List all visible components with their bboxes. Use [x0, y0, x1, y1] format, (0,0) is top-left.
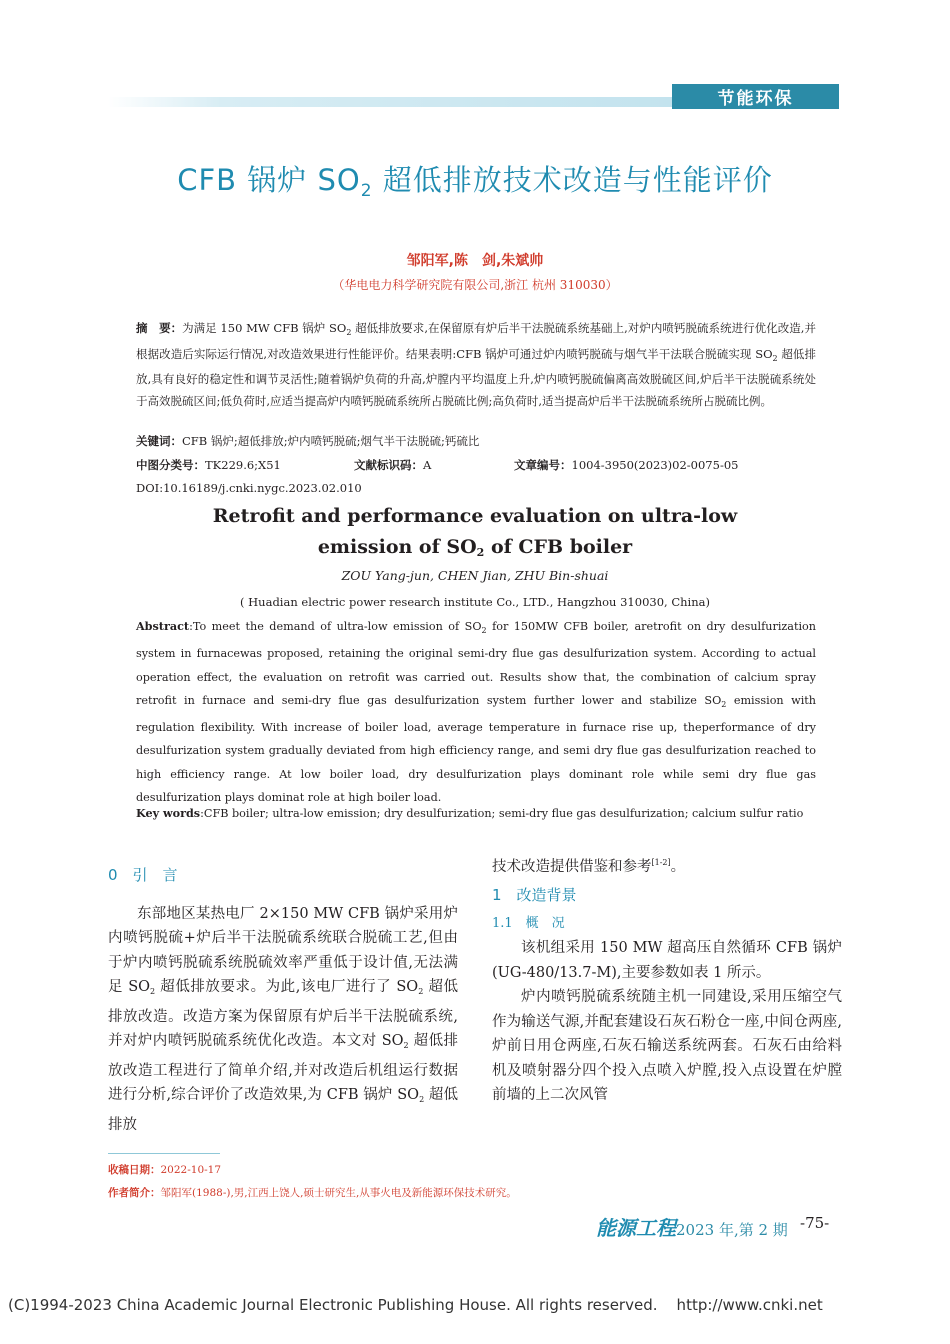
article-number: 文章编号：1004-3950(2023)02-0075-05 [514, 458, 739, 472]
section-tag: 节能环保 [672, 84, 839, 109]
affiliation: （华电电力科学研究院有限公司,浙江 杭州 310030） [332, 278, 618, 292]
english-authors: ZOU Yang-jun, CHEN Jian, ZHU Bin-shuai [341, 568, 609, 583]
authors: 邹阳军,陈 剑,朱斌帅 [406, 253, 544, 269]
subsection-heading-overview: 1.1 概 况 [492, 915, 565, 931]
english-title-line2: emission of $SO_2$ of CFB boiler [317, 536, 633, 559]
page-number: -75- [800, 1214, 830, 1232]
english-title-line1: Retrofit and performance evaluation on ultra-low [212, 505, 738, 527]
english-keywords: Key words:CFB boiler; ultra-low emission; dry desulfurization; semi-dry flue gas desulfurization; calcium sulfur ratio [136, 806, 804, 820]
section-heading-background: 1 改造背景 [492, 886, 577, 905]
english-affiliation: ( Huadian electric power research institute Co., LTD., Hangzhou 310030, China) [240, 595, 710, 609]
left-column [108, 863, 458, 1137]
journal-footer [596, 1212, 788, 1241]
author-bio: 作者简介：邹阳军(1988-),男,江西上饶人,硕士研究生,从事火电及新能源环保技术研究。 [108, 1187, 517, 1199]
journal-name: 能源工程 [596, 1216, 676, 1240]
cnki-copyright: (C)1994-2023 China Academic Journal Electronic Publishing House. All rights reserved. http://www.cnki.net [8, 1296, 823, 1314]
keywords: 关键词：CFB 锅炉;超低排放;炉内喷钙脱硫;烟气半干法脱硫;钙硫比 [136, 434, 480, 448]
received-date: 收稿日期：2022-10-17 [108, 1164, 222, 1176]
header-gradient-bar [108, 97, 672, 107]
journal-issue: 2023 年,第 2 期 [676, 1221, 788, 1239]
english-abstract: Abstract:To meet the demand of ultra-low emission of $SO_2$ for 150MW CFB boiler, aretrofit on dry desulfurization system in furnacewas proposed, retaining the original semi-dry flue gas desulfurization system. According to actual operation effect, the evaluation on retrofit was carried out. Results show that, the combination of calcium spray retrofit in furnace and semi-dry flue gas desulfurization system further lower and stabilize $SO_2$ emission with regulation flexibility. With increase of boiler load, average temperature in furnace rise up, theperformance of dry desulfurization system gradually deviated from high efficiency range, and semi dry flue gas desulfurization reached to high efficiency range. At low boiler load, dry desulfurization plays dominant role while semi dry flue gas desulfurization plays dominat role at high boiler load. [136, 619, 816, 805]
intro-paragraph: 东部地区某热电厂 2×150 MW CFB 锅炉采用炉内喷钙脱硫+炉后半干法脱硫系统联合脱硫工艺,但由于炉内喷钙脱硫系统脱硫效率严重低于设计值,无法满足 $SO_2$ 超低排放要求。为此,该电厂进行了 $SO_2$ 超低排放改造。改造方案为保留原有炉后半干法脱硫系统,并对炉内喷钙脱硫系统优化改造。本文对 $SO_2$ 超低排放改造工程进行了简单介绍,并对改造后机组运行数据进行分析,综合评价了改造效果,为 CFB 锅炉 $SO_2$ 超低排放 [108, 905, 458, 1133]
right-column [492, 851, 842, 1108]
footnote-rule [108, 1153, 220, 1154]
continued-text: 技术改造提供借鉴和参考[1-2]。 [492, 858, 686, 875]
clc-number: 中图分类号：TK229.6;X51 [136, 458, 281, 472]
chinese-abstract: 摘 要：为满足 150 MW CFB 锅炉 $SO_2$ 超低排放要求,在保留原有炉后半干法脱硫系统基础上,对炉内喷钙脱硫系统进行优化改造,并根据改造后实际运行情况,对改造效果进行性能评价。结果表明:CFB 锅炉可通过炉内喷钙脱硫与烟气半干法联合脱硫实现 $SO_2$ 超低排放,具有良好的稳定性和调节灵活性;随着锅炉负荷的升高,炉膛内平均温度上升,炉内喷钙脱硫偏离高效脱硫区间,炉后半干法脱硫系统处于高效脱硫区间;低负荷时,应适当提高炉内喷钙脱硫系统所占脱硫比例;高负荷时,适当提高炉后半干法脱硫系统所占脱硫比例。 [136, 321, 816, 408]
section-heading-intro: 0 引 言 [108, 866, 178, 884]
document-code: 文献标识码：A [354, 458, 432, 472]
overview-paragraph-2: 炉内喷钙脱硫系统随主机一同建设,采用压缩空气作为输送气源,并配套建设石灰石粉仓一座,中间仓两座,炉前日用仓两座,石灰石输送系统两套。石灰石由给料机及喷射器分四个投入点喷入炉膛,投入点设置在炉膛前墙的上二次风管 [492, 989, 842, 1104]
doi[interactable]: DOI:10.16189/j.cnki.nygc.2023.02.010 [136, 481, 362, 495]
paper-title: CFB 锅炉 $SO_2$ 超低排放技术改造与性能评价 [177, 163, 773, 201]
overview-paragraph-1: 该机组采用 150 MW 超高压自然循环 CFB 锅炉(UG-480/13.7-M),主要参数如表 1 所示。 [492, 940, 842, 981]
